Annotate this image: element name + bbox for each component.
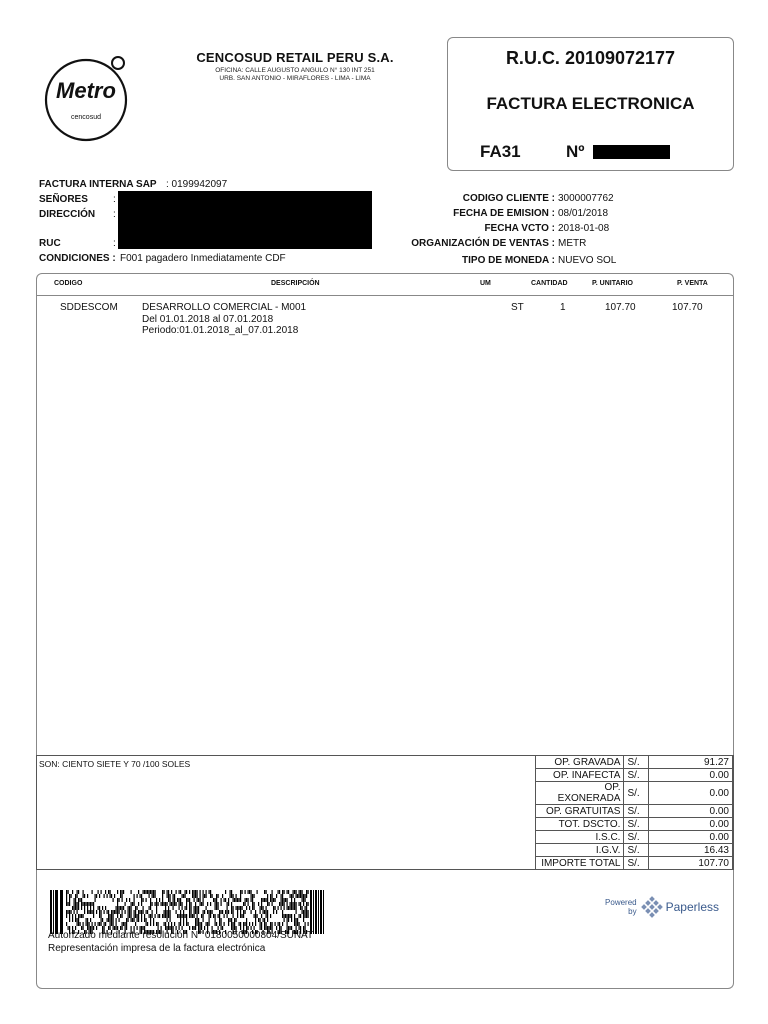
item-p-unitario: 107.70 <box>605 302 636 313</box>
meta-value-org-ventas: METR <box>558 238 587 249</box>
totals-row <box>536 844 733 857</box>
total-value: 0.00 <box>649 782 733 805</box>
total-label: OP. INAFECTA <box>536 769 624 782</box>
col-p-unitario: P. UNITARIO <box>592 280 633 287</box>
paperless-text: Paperless <box>665 900 719 914</box>
total-label: TOT. DSCTO. <box>536 818 624 831</box>
total-currency: S/. <box>624 857 649 870</box>
sap-value: : 0199942097 <box>166 179 228 190</box>
condiciones-label: CONDICIONES : <box>39 253 116 264</box>
representation-text: Representación impresa de la factura electrónica <box>48 943 266 954</box>
meta-label-fecha-emision: FECHA DE EMISION : <box>453 208 555 219</box>
amount-in-words: SON: CIENTO SIETE Y 70 /100 SOLES <box>39 759 191 769</box>
company-block <box>170 50 420 82</box>
meta-value-tipo-moneda: NUEVO SOL <box>558 255 617 266</box>
total-label: OP. GRAVADA <box>536 756 624 769</box>
item-desc-3: Periodo:01.01.2018_al_07.01.2018 <box>142 325 299 336</box>
senores-label: SEÑORES <box>39 194 88 205</box>
metro-logo-icon <box>38 48 138 144</box>
authorization-text: Autorizado mediante resolución N° 0180050000804/SUNAT <box>48 930 314 941</box>
col-cantidad: CANTIDAD <box>531 280 568 287</box>
col-p-venta: P. VENTA <box>677 280 708 287</box>
ruc-box <box>447 37 734 171</box>
totals-row <box>536 769 733 782</box>
total-label: OP. GRATUITAS <box>536 805 624 818</box>
ruc-number: R.U.C. 20109072177 <box>505 48 676 68</box>
condiciones-value: F001 pagadero Inmediatamente CDF <box>120 253 286 264</box>
direccion-label: DIRECCIÓN <box>39 209 96 220</box>
total-value: 0.00 <box>649 818 733 831</box>
invoice-number-label: Nº <box>566 142 585 161</box>
totals-section <box>36 755 734 870</box>
metro-logo <box>38 48 138 144</box>
ruc-label: RUC <box>39 238 61 249</box>
total-value: 107.70 <box>649 857 733 870</box>
paperless-logo <box>605 896 719 918</box>
total-value: 0.00 <box>649 831 733 844</box>
direccion-colon: : <box>113 209 116 220</box>
pdf417-barcode-icon <box>50 890 325 934</box>
total-value: 0.00 <box>649 805 733 818</box>
total-label: OP. EXONERADA <box>536 782 624 805</box>
company-address-2: URB. SAN ANTONIO - MIRAFLORES - LIMA - LIMA <box>219 74 371 82</box>
total-currency: S/. <box>624 756 649 769</box>
totals-row <box>536 818 733 831</box>
meta-label-tipo-moneda: TIPO DE MONEDA : <box>462 255 555 266</box>
item-um: ST <box>511 302 524 313</box>
company-name: CENCOSUD RETAIL PERU S.A. <box>196 50 394 65</box>
totals-row <box>536 805 733 818</box>
client-redacted <box>118 191 372 249</box>
total-value: 0.00 <box>649 769 733 782</box>
total-currency: S/. <box>624 818 649 831</box>
meta-value-codigo-cliente: 3000007762 <box>558 193 614 204</box>
items-table <box>36 273 734 755</box>
ruc-colon: : <box>113 238 116 249</box>
total-currency: S/. <box>624 769 649 782</box>
sap-label: FACTURA INTERNA SAP <box>39 179 157 190</box>
total-currency: S/. <box>624 805 649 818</box>
totals-table <box>535 755 733 870</box>
meta-value-fecha-emision: 08/01/2018 <box>558 208 609 219</box>
senores-colon: : <box>113 194 116 205</box>
paperless-diamond-icon <box>641 896 663 918</box>
company-address-1: OFICINA: CALLE AUGUSTO ANGULO N° 130 INT 251 <box>215 67 375 74</box>
total-value: 91.27 <box>649 756 733 769</box>
document-type: FACTURA ELECTRONICA <box>486 94 695 113</box>
items-header <box>37 274 733 296</box>
totals-row <box>536 857 733 870</box>
invoice-number-redacted <box>593 145 670 159</box>
totals-row <box>536 756 733 769</box>
logo-brand: Metro <box>56 78 116 103</box>
totals-row <box>536 782 733 805</box>
total-currency: S/. <box>624 831 649 844</box>
total-currency: S/. <box>624 844 649 857</box>
logo-sub: cencosud <box>71 114 101 121</box>
meta-label-org-ventas: ORGANIZACIÓN DE VENTAS : <box>411 238 555 249</box>
total-value: 16.43 <box>649 844 733 857</box>
totals-row <box>536 831 733 844</box>
total-label: I.G.V. <box>536 844 624 857</box>
invoice-serie: FA31 <box>480 142 521 161</box>
col-codigo: CODIGO <box>54 280 83 287</box>
meta-value-fecha-vcto: 2018-01-08 <box>558 223 610 234</box>
item-desc-2: Del 01.01.2018 al 07.01.2018 <box>142 314 274 325</box>
item-p-venta: 107.70 <box>672 302 703 313</box>
footer-section <box>36 870 734 989</box>
item-desc-1: DESARROLLO COMERCIAL - M001 <box>142 302 307 313</box>
col-um: UM <box>480 280 491 287</box>
total-currency: S/. <box>624 782 649 805</box>
meta-label-fecha-vcto: FECHA VCTO : <box>484 223 555 234</box>
powered-text: Powered <box>605 898 637 907</box>
meta-label-codigo-cliente: CODIGO CLIENTE : <box>462 193 555 204</box>
by-text: by <box>628 907 637 916</box>
col-descripcion: DESCRIPCIÓN <box>271 280 320 287</box>
item-codigo: SDDESCOM <box>60 302 118 313</box>
item-cantidad: 1 <box>560 302 566 313</box>
total-label: I.S.C. <box>536 831 624 844</box>
total-label: IMPORTE TOTAL <box>536 857 624 870</box>
